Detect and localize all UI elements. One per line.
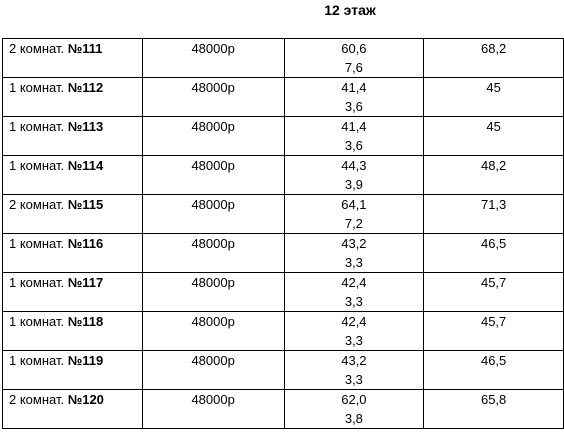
apartment-cell [3,390,143,429]
price-cell: 48000р [142,351,284,390]
area-extra: 3,3 [344,333,363,348]
table-row [3,195,564,234]
table-row [3,117,564,156]
rooms-label: 2 комнат. [9,197,65,212]
table-row [3,273,564,312]
area-extra: 3,3 [344,255,363,270]
apartment-number: №114 [67,158,104,173]
rooms-label: 2 комнат. [9,392,65,407]
price-cell: 48000р [142,195,284,234]
area-extra: 3,8 [344,411,363,426]
price-cell: 48000р [142,234,284,273]
area-cell [284,117,424,156]
total-area-cell: 48,2 [424,156,564,195]
area-cell [284,312,424,351]
area-extra: 7,6 [344,60,363,75]
total-area-cell: 45 [424,117,564,156]
floor-title: 12 этаж [324,2,376,18]
area-cell [284,390,424,429]
apartment-cell [3,351,143,390]
apartment-cell [3,234,143,273]
area-cell [284,351,424,390]
rooms-label: 1 комнат. [9,158,65,173]
apartment-number: №120 [67,392,104,407]
price-cell: 48000р [142,390,284,429]
apartments-table [2,38,564,429]
table-row [3,78,564,117]
apartment-cell [3,195,143,234]
rooms-label: 1 комнат. [9,119,65,134]
table-row [3,39,564,78]
area-main: 43,2 [341,236,367,251]
price-cell: 48000р [142,312,284,351]
area-cell [284,78,424,117]
apartment-cell [3,78,143,117]
price-cell: 48000р [142,39,284,78]
area-main: 64,1 [341,197,367,212]
area-extra: 3,6 [344,138,363,153]
total-area-cell: 68,2 [424,39,564,78]
apartment-cell [3,39,143,78]
rooms-label: 1 комнат. [9,236,65,251]
rooms-label: 2 комнат. [9,41,65,56]
area-main: 44,3 [341,158,367,173]
total-area-cell: 45,7 [424,312,564,351]
table-row [3,312,564,351]
total-area-cell: 46,5 [424,234,564,273]
apartment-number: №118 [67,314,104,329]
area-cell [284,195,424,234]
price-cell: 48000р [142,156,284,195]
total-area-cell: 45 [424,78,564,117]
apartment-number: №116 [67,236,104,251]
area-main: 42,4 [341,275,367,290]
total-area-cell: 46,5 [424,351,564,390]
total-area-cell: 71,3 [424,195,564,234]
table-row [3,351,564,390]
apartment-number: №111 [67,41,103,56]
total-area-cell: 65,8 [424,390,564,429]
area-main: 41,4 [341,80,367,95]
rooms-label: 1 комнат. [9,314,65,329]
area-extra: 3,9 [344,177,363,192]
rooms-label: 1 комнат. [9,275,65,290]
table-row [3,390,564,429]
apartment-cell [3,117,143,156]
area-cell [284,39,424,78]
apartment-number: №115 [67,197,104,212]
price-cell: 48000р [142,78,284,117]
rooms-label: 1 комнат. [9,80,65,95]
area-extra: 3,3 [344,294,363,309]
area-extra: 7,2 [344,216,363,231]
area-main: 60,6 [341,41,367,56]
apartment-number: №119 [67,353,104,368]
apartment-number: №112 [67,80,104,95]
price-cell: 48000р [142,117,284,156]
apartment-cell [3,156,143,195]
area-cell [284,234,424,273]
apartment-cell [3,273,143,312]
apartment-cell [3,312,143,351]
area-cell [284,156,424,195]
total-area-cell: 45,7 [424,273,564,312]
apartment-number: №113 [67,119,104,134]
area-extra: 3,6 [344,99,363,114]
table-row [3,156,564,195]
area-extra: 3,3 [344,372,363,387]
rooms-label: 1 комнат. [9,353,65,368]
area-main: 41,4 [341,119,367,134]
area-cell [284,273,424,312]
area-main: 42,4 [341,314,367,329]
area-main: 62,0 [341,392,367,407]
table-row [3,234,564,273]
area-main: 43,2 [341,353,367,368]
price-cell: 48000р [142,273,284,312]
apartment-number: №117 [67,275,104,290]
